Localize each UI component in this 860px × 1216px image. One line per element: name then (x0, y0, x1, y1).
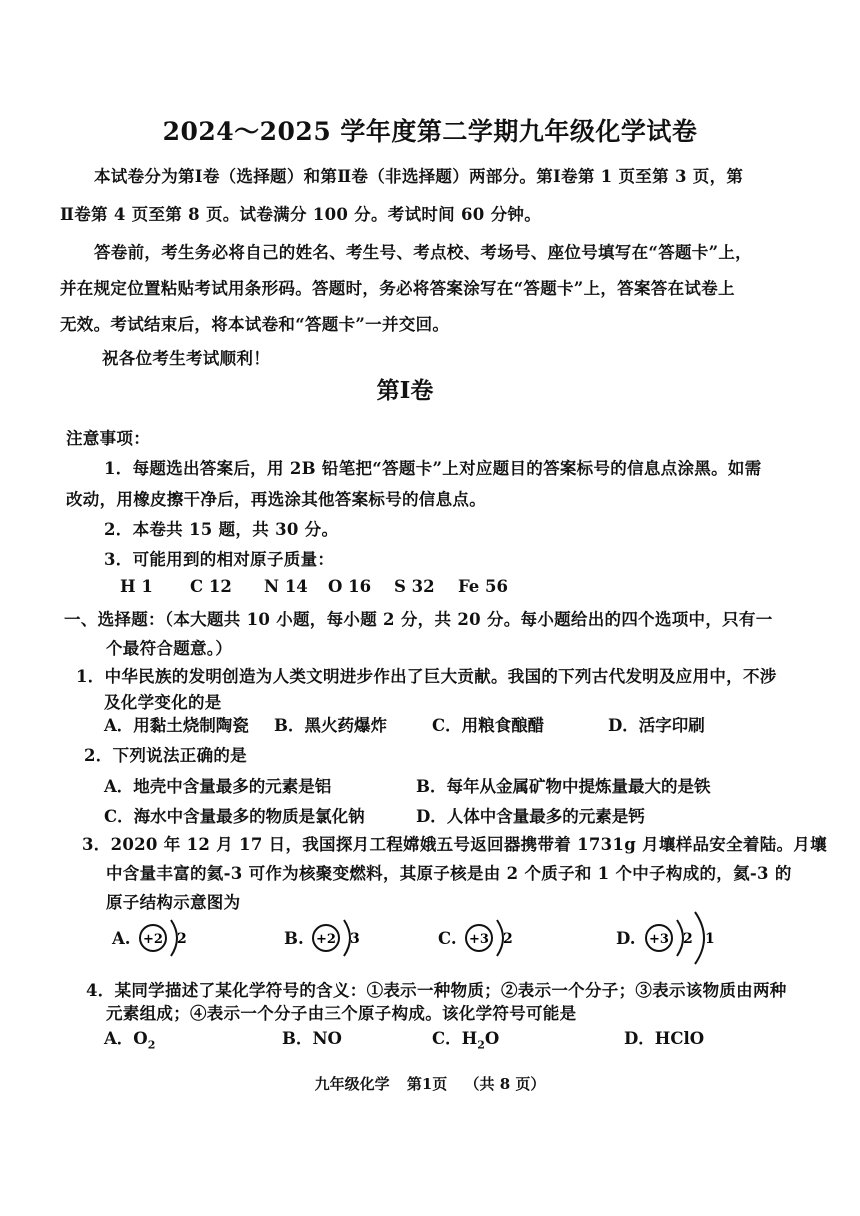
atom-structure-diagram (137, 908, 207, 968)
question-stem: 元素组成；④表示一个分子由三个原子构成。该化学符号可能是 (106, 1004, 577, 1023)
atomic-mass: C 12 (190, 577, 232, 596)
option-a: A．用黏土烧制陶瓷 (104, 716, 249, 735)
notice-heading: 注意事项： (66, 429, 150, 448)
option-c: C．$H_2O$ (432, 1029, 500, 1052)
option-label: B. (284, 928, 304, 948)
intro-line: 并在规定位置粘贴考试用条形码。答题时，务必将答案涂写在“答题卡”上，答案答在试卷上 (60, 279, 735, 298)
footer-subject: 九年级化学 (314, 1075, 390, 1093)
option-a: A．$O_2$ (104, 1029, 156, 1052)
option-label: C. (438, 928, 457, 948)
atom-structure-diagram (310, 908, 380, 968)
option-c-diagram (438, 908, 568, 968)
option-a: A．地壳中含量最多的元素是铝 (104, 777, 332, 796)
volume-title: 第Ⅰ卷 (376, 377, 434, 404)
electron-count: 1 (705, 931, 716, 947)
section-heading: 一、选择题：（本大题共 10 小题，每小题 2 分，共 20 分。每小题给出的四个选项中，只有一 (64, 610, 773, 629)
nucleus-charge: +2 (142, 932, 163, 947)
question-stem: 3．2020 年 12 月 17 日，我国探月工程嫦娥五号返回器携带着 1731g 月壤样品安全着陆。月壤 (82, 835, 827, 854)
option-c: C．海水中含量最多的物质是氯化钠 (104, 807, 365, 826)
electron-count: 3 (349, 931, 360, 947)
option-b: B．黑火药爆炸 (274, 716, 387, 735)
good-luck-line: 祝各位考生考试顺利！ (102, 349, 270, 368)
option-label: A. (112, 928, 131, 948)
intro-line: 答卷前，考生务必将自己的姓名、考生号、考点校、考场号、座位号填写在“答题卡”上， (94, 243, 752, 262)
option-c: C．用粮食酿醋 (432, 716, 545, 735)
footer-total: （共 8 页） (464, 1075, 546, 1093)
question-stem: 及化学变化的是 (104, 693, 222, 712)
nucleus-charge: +3 (468, 932, 489, 947)
question-stem: 1．中华民族的发明创造为人类文明进步作出了巨大贡献。我国的下列古代发明及应用中，不涉 (76, 667, 777, 686)
option-label: D. (616, 928, 636, 948)
footer-page: 第1页 (406, 1075, 448, 1093)
option-d-diagram (616, 908, 746, 968)
option-a-diagram (112, 908, 242, 968)
atomic-mass: N 14 (264, 577, 308, 596)
atomic-mass: H 1 (120, 577, 153, 596)
notice-line: 2．本卷共 15 题，共 30 分。 (104, 520, 339, 539)
exam-title: 2024～2025 学年度第二学期九年级化学试卷 (162, 117, 698, 146)
notice-line: 1．每题选出答案后，用 2B 铅笔把“答题卡”上对应题目的答案标号的信息点涂黑。如需 (104, 459, 762, 478)
electron-count: 2 (176, 931, 187, 947)
nucleus-charge: +2 (315, 932, 336, 947)
option-d: D．人体中含量最多的元素是钙 (416, 807, 645, 826)
atomic-mass: O 16 (328, 577, 372, 596)
nucleus-charge: +3 (649, 932, 670, 947)
option-d: D．HClO (624, 1029, 705, 1048)
intro-line: 无效。考试结束后，将本试卷和“答题卡”一并交回。 (60, 315, 450, 334)
page-footer (0, 1073, 860, 1094)
atom-structure-diagram (641, 908, 741, 968)
atom-structure-diagram (463, 908, 533, 968)
question-stem: 2．下列说法正确的是 (84, 746, 247, 765)
section-heading: 个最符合题意。） (106, 639, 233, 658)
intro-line: 本试卷分为第Ⅰ卷（选择题）和第Ⅱ卷（非选择题）两部分。第Ⅰ卷第 1 页至第 3 页，第 (94, 167, 744, 186)
intro-line: Ⅱ卷第 4 页至第 8 页。试卷满分 100 分。考试时间 60 分钟。 (60, 205, 542, 224)
notice-line: 改动，用橡皮擦干净后，再选涂其他答案标号的信息点。 (66, 490, 486, 509)
electron-count: 2 (683, 931, 694, 947)
question-stem: 4．某同学描述了某化学符号的含义：①表示一种物质；②表示一个分子；③表示该物质由两种 (86, 981, 787, 1000)
question-stem: 中含量丰富的氦-3 可作为核聚变燃料，其原子核是由 2 个质子和 1 个中子构成的，氦-3 的 (106, 864, 792, 883)
option-b: B．每年从金属矿物中提炼量最大的是铁 (416, 777, 711, 796)
option-d: D．活字印刷 (608, 716, 705, 735)
atomic-mass: Fe 56 (458, 577, 509, 596)
question-stem: 原子结构示意图为 (106, 893, 241, 912)
option-b: B．NO (282, 1029, 342, 1048)
atomic-mass: S 32 (394, 577, 435, 596)
option-b-diagram (284, 908, 414, 968)
notice-line: 3．可能用到的相对原子质量： (104, 550, 335, 569)
electron-count: 2 (502, 931, 513, 947)
